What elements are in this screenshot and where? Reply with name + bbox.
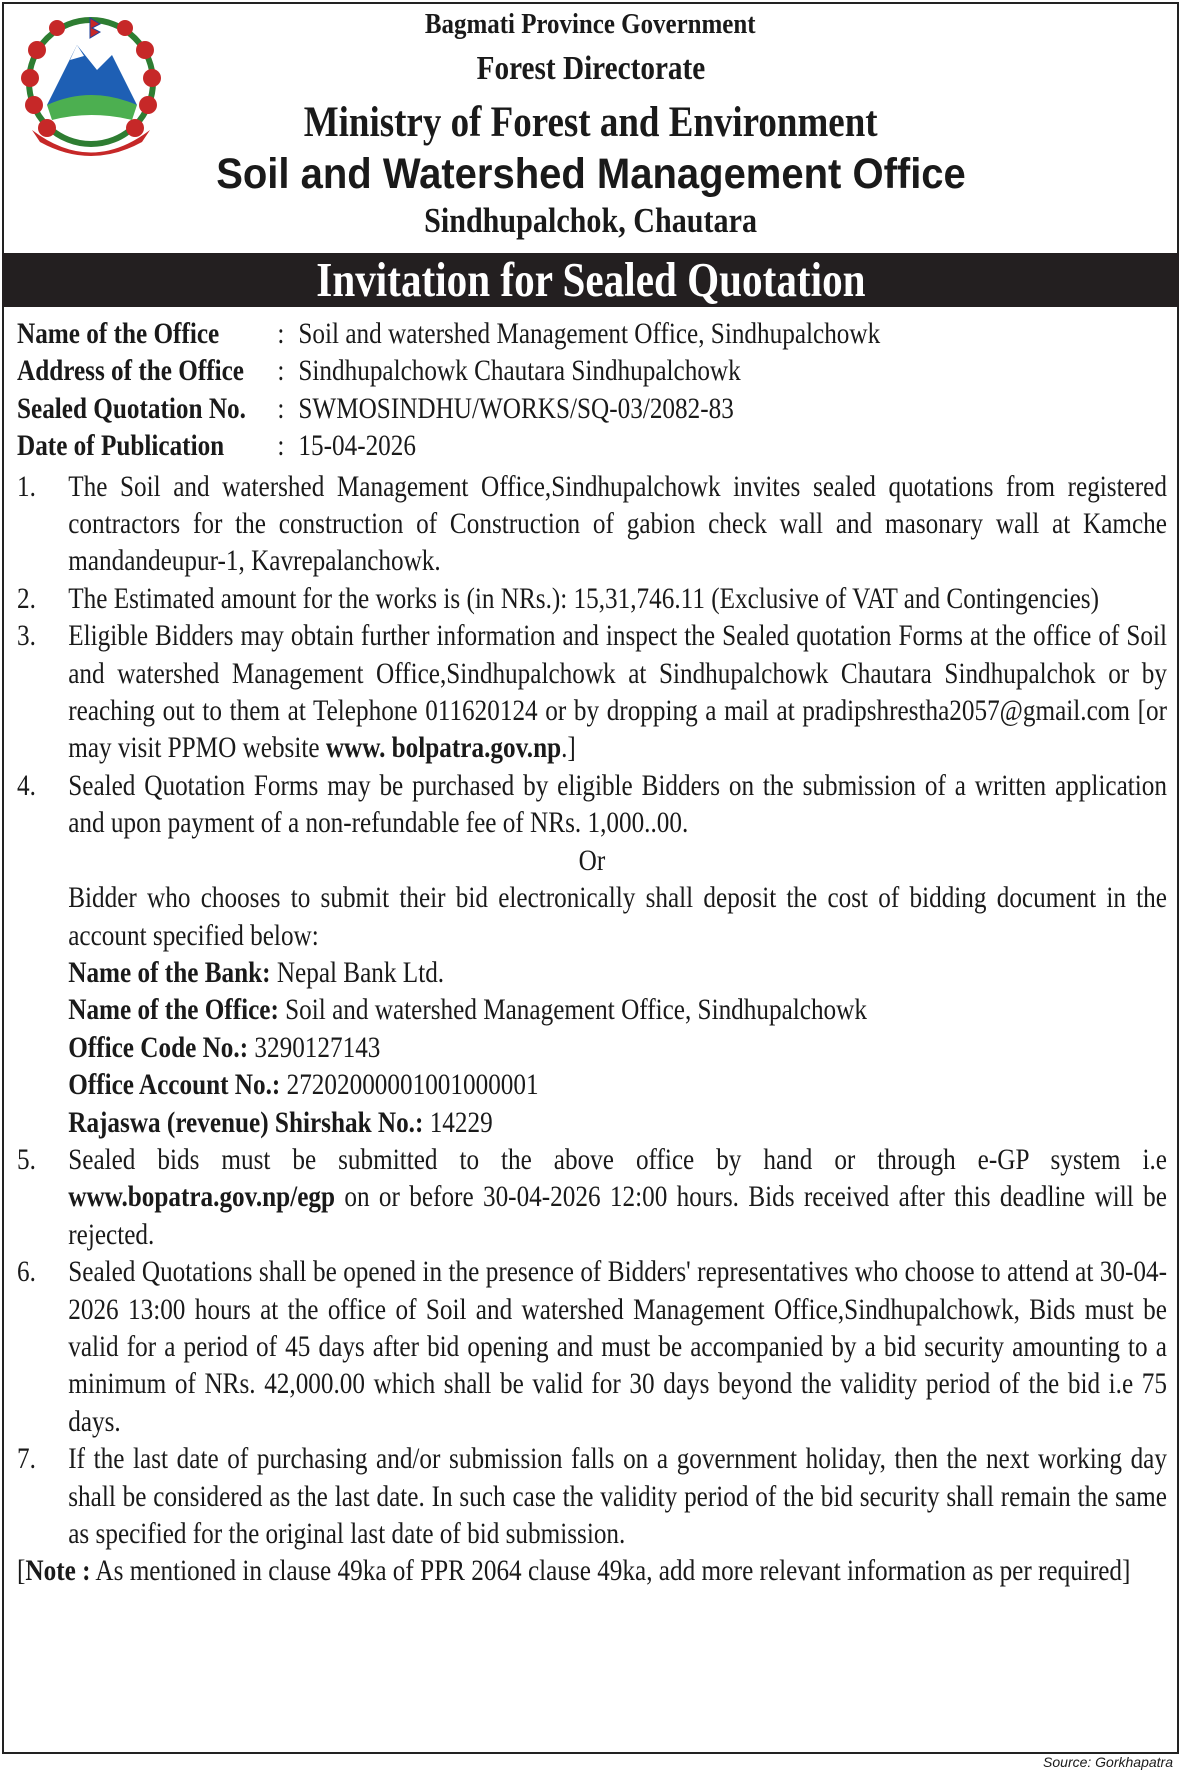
office-info (17, 315, 1167, 465)
info-row (17, 315, 1167, 352)
clause-7 (17, 1440, 1167, 1552)
info-value: Soil and watershed Management Office, Sindhupalchowk (298, 317, 881, 350)
bank-label: Name of the Office: (68, 993, 279, 1027)
directorate-heading: Forest Directorate (476, 50, 705, 87)
ministry-heading: Ministry of Forest and Environment (303, 99, 878, 146)
bank-value: 27202000001001000001 (280, 1068, 539, 1102)
bank-value: 3290127143 (248, 1030, 381, 1064)
bank-detail (17, 1104, 1167, 1141)
info-label: Sealed Quotation No. (17, 391, 246, 425)
egp-website-link[interactable]: www.bopatra.gov.np/egp (68, 1180, 336, 1214)
bank-value: 14229 (423, 1105, 493, 1139)
notice-body (17, 315, 1167, 1590)
bank-detail (17, 954, 1167, 991)
info-colon: : (277, 391, 285, 425)
info-value: Sindhupalchowk Chautara Sindhupalchowk (298, 354, 741, 388)
bank-detail (17, 1066, 1167, 1103)
clause-text: Sealed Quotations shall be opened in the presence of Bidders' representatives who choose to attend at 30-04-2026 13:00 hours at the office of Soil and watershed Management Office,Sindhupalchowk, Bids must be valid for a period of 45 days after bid opening and must be accompanied by a bid security amounting to a minimum of NRs. 42,000.00 which shall be valid for 30 days beyond the validity period of the bid i.e 75 days. (68, 1255, 1167, 1438)
note-label: Note : (25, 1554, 91, 1588)
info-colon: : (277, 429, 285, 463)
clause-number: 3. (17, 619, 36, 653)
source-credit: Source: Gorkhapatra (1043, 1754, 1173, 1770)
clause-number: 1. (17, 469, 36, 503)
clause-list (17, 468, 1167, 1590)
clause-text-part: Sealed bids must be submitted to the above office by hand or through e-GP system i.e (68, 1142, 1167, 1176)
info-value: SWMOSINDHU/WORKS/SQ-03/2082-83 (298, 391, 734, 425)
clause-4 (17, 767, 1167, 842)
clause-text: The Soil and watershed Management Office,Sindhupalchowk invites sealed quotations from registered contractors for the construction of Construction of gabion check wall and masonary wall at Kamche mandandeupur-1, Kavrepalanchowk. (68, 469, 1167, 578)
clause-text (68, 1141, 1167, 1253)
clause-number: 6. (17, 1255, 36, 1289)
clause-2 (17, 580, 1167, 617)
bank-label: Name of the Bank: (68, 955, 271, 989)
note (17, 1552, 1167, 1589)
note-bracket: [ (17, 1554, 26, 1588)
clause-number: 5. (17, 1142, 36, 1176)
clause-number: 7. (17, 1442, 36, 1476)
info-colon: : (277, 354, 285, 388)
bank-label: Office Code No.: (68, 1030, 249, 1064)
title-banner: Invitation for Sealed Quotation (2, 253, 1179, 307)
clause-text-part: .] (561, 731, 576, 765)
clause-3 (17, 617, 1167, 767)
clause-text (68, 617, 1167, 767)
clause-6 (17, 1253, 1167, 1440)
clause-number: 2. (17, 581, 36, 615)
info-row (17, 427, 1167, 464)
info-value: 15-04-2026 (298, 429, 416, 463)
bank-label: Office Account No.: (68, 1068, 281, 1102)
info-colon: : (277, 317, 285, 350)
clause-1 (17, 468, 1167, 580)
bank-detail (17, 1029, 1167, 1066)
location-heading: Sindhupalchok, Chautara (424, 201, 757, 240)
clause-5 (17, 1141, 1167, 1253)
bank-value: Nepal Bank Ltd. (270, 955, 445, 989)
clause-number: 4. (17, 768, 36, 802)
clause-text: The Estimated amount for the works is (in NRs.): 15,31,746.11 (Exclusive of VAT and Contingencies) (68, 581, 1099, 615)
info-label: Address of the Office (17, 354, 244, 388)
clause-text-part: Eligible Bidders may obtain further information and inspect the Sealed quotation Forms at the office of Soil and watershed Management Office,Sindhupalchowk at Sindhupalchowk Chautara Sindhupalchok or by reaching out to them at Telephone 011620124 or by dropping a mail at pradipshrestha2057@gmail.com [or may visit PPMO website (68, 619, 1167, 765)
bank-detail (17, 991, 1167, 1028)
note-text: As mentioned in clause 49ka of PPR 2064 clause 49ka, add more relevant information as per required] (90, 1554, 1131, 1588)
info-row (17, 390, 1167, 427)
clause-text: Sealed Quotation Forms may be purchased by eligible Bidders on the submission of a written application and upon payment of a non-refundable fee of NRs. 1,000..00. (68, 768, 1167, 840)
bank-label: Rajaswa (revenue) Shirshak No.: (68, 1105, 424, 1139)
electronic-bid-text: Bidder who chooses to submit their bid electronically shall deposit the cost of bidding document in the account specified below: (68, 881, 1167, 952)
info-label: Date of Publication (17, 429, 225, 463)
or-separator: Or (578, 843, 606, 877)
clause-text-part: on or before 30-04-2026 12:00 hours. Bids received after this deadline will be rejected. (68, 1180, 1167, 1251)
info-row (17, 352, 1167, 389)
ppmo-website-link[interactable]: www. bolpatra.gov.np (325, 731, 562, 765)
office-heading: Soil and Watershed Management Office (215, 150, 966, 198)
bank-value: Soil and watershed Management Office, Sindhupalchowk (278, 993, 867, 1027)
info-label: Name of the Office (17, 317, 220, 350)
province-heading: Bagmati Province Government (425, 8, 756, 40)
clause-text: If the last date of purchasing and/or submission falls on a government holiday, then the next working day shall be considered as the last date. In such case the validity period of the bid security shall remain the same as specified for the original last date of bid submission. (68, 1442, 1167, 1550)
